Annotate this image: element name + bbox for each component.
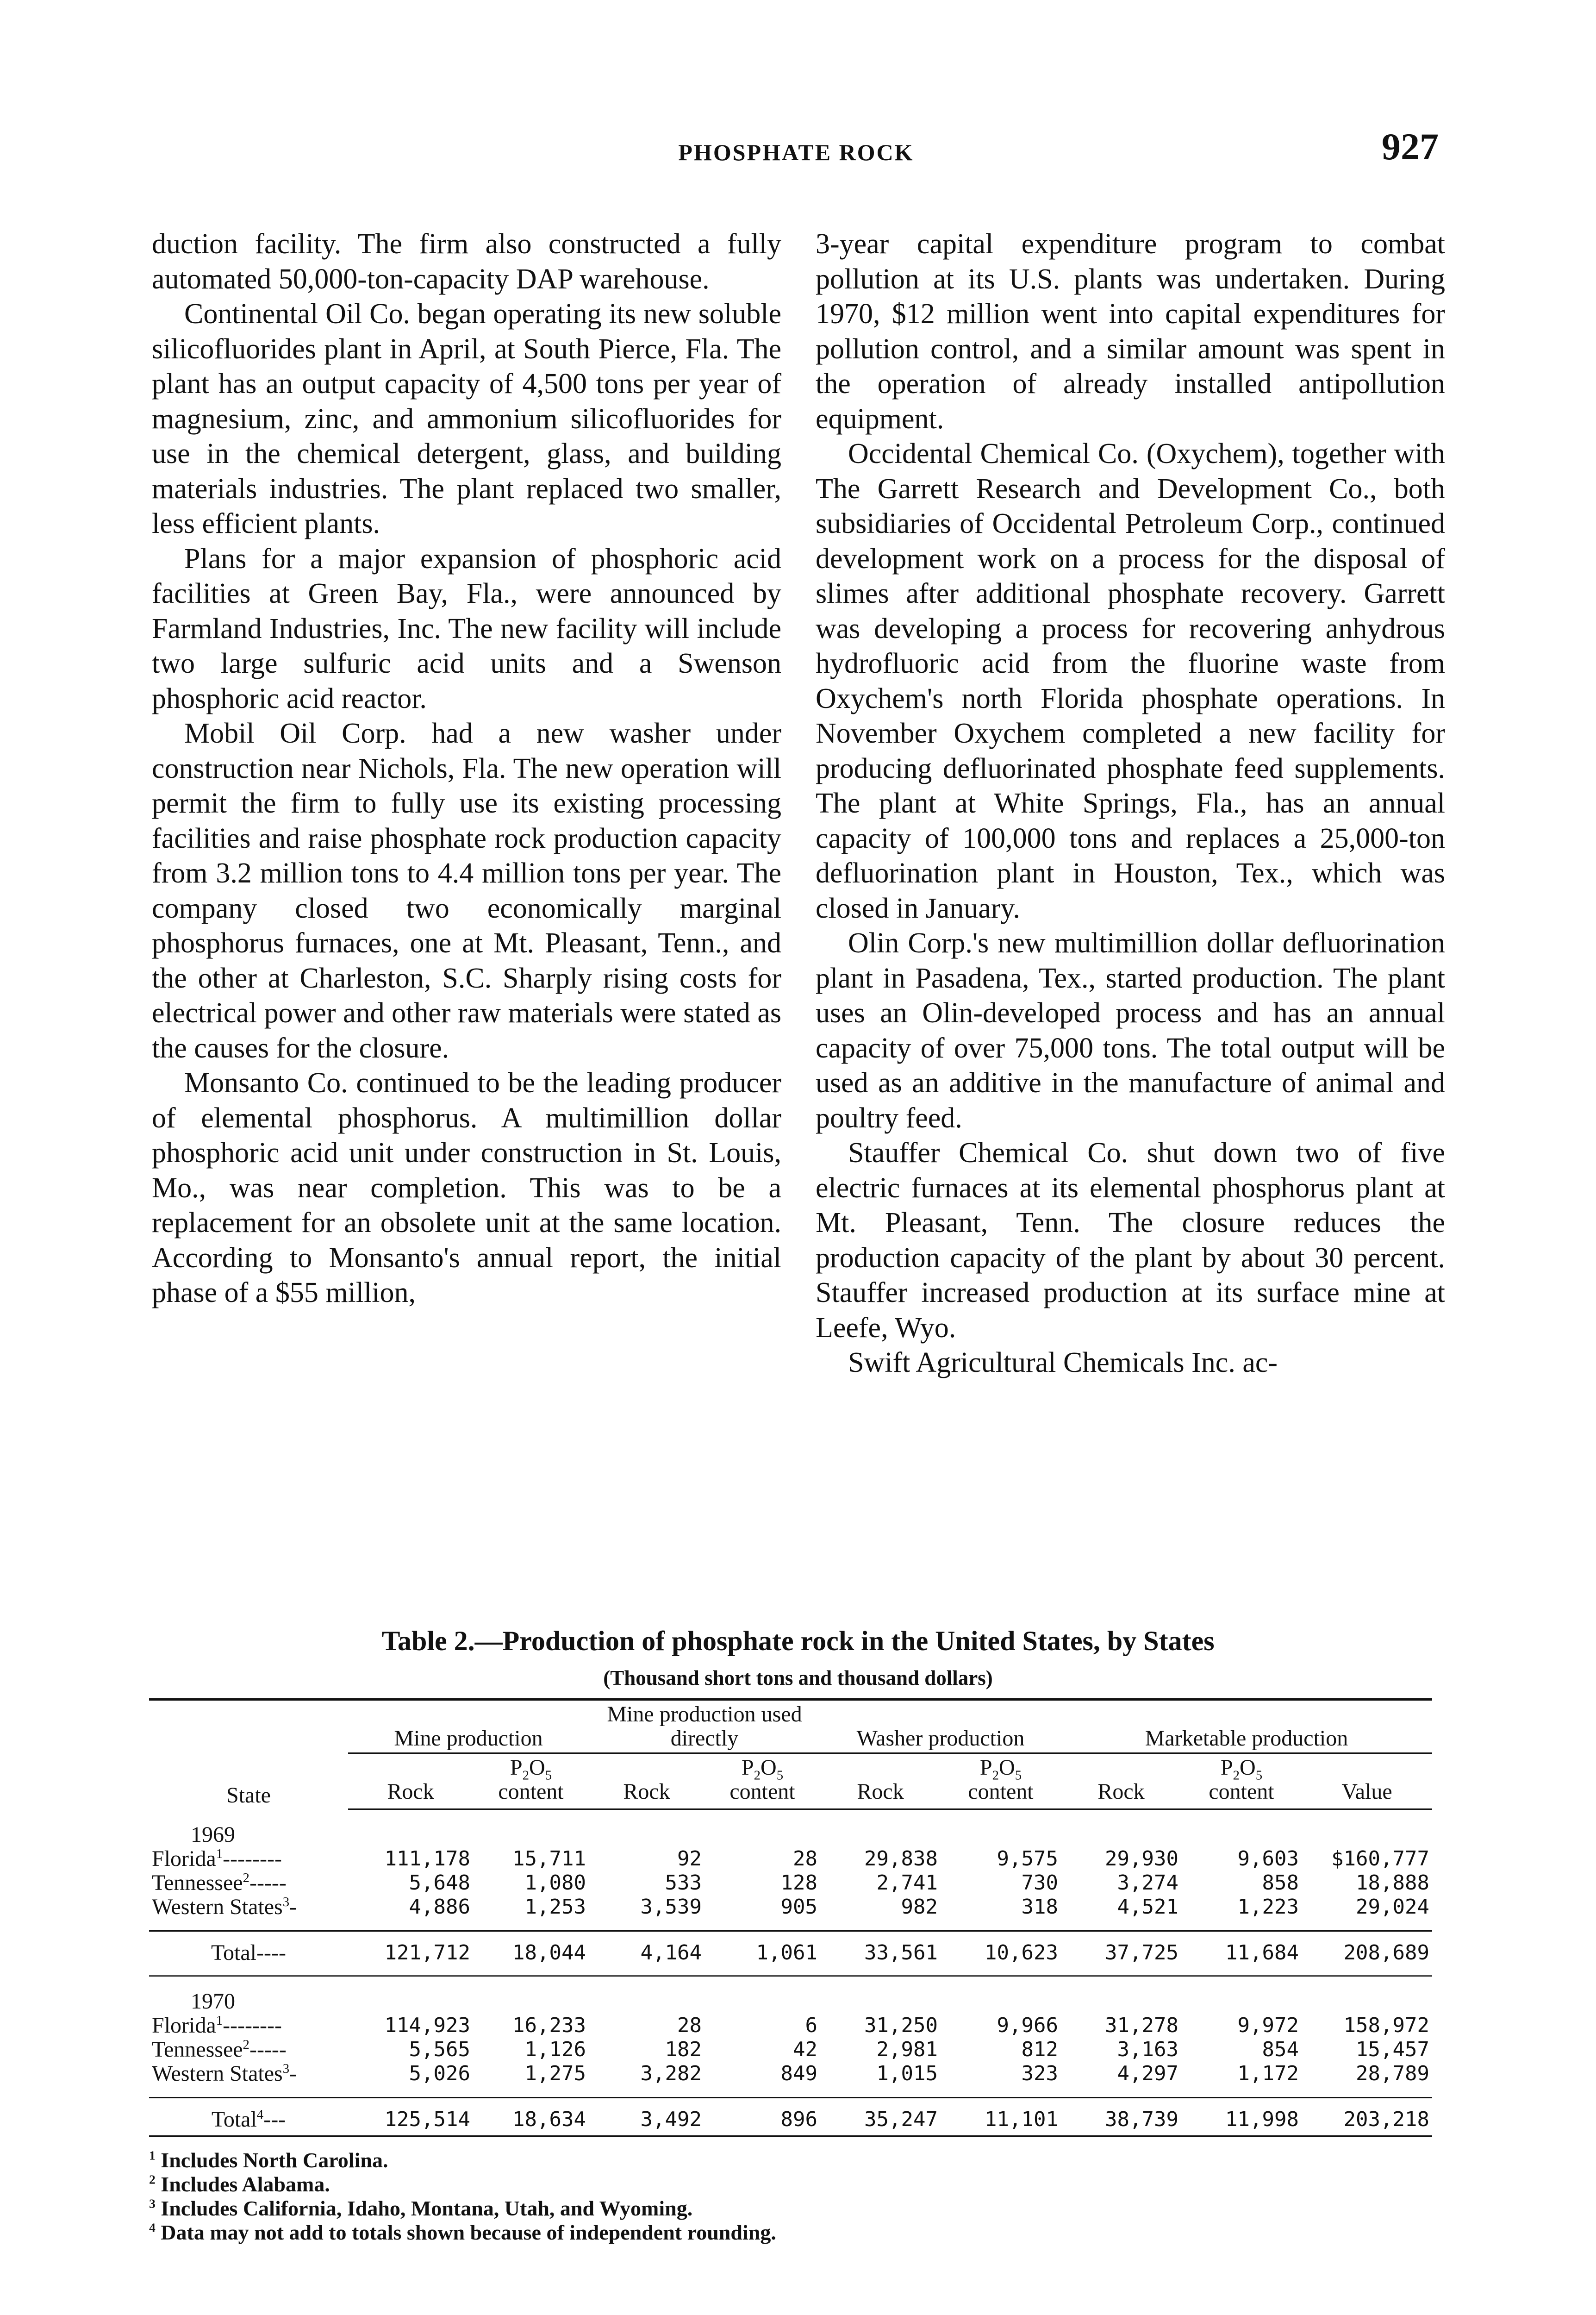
table-cell: 2,741 bbox=[876, 1871, 938, 1895]
table-cell: 5,648 bbox=[409, 1871, 470, 1895]
table-cell: 128 bbox=[780, 1871, 817, 1895]
table-cell: 18,888 bbox=[1356, 1871, 1429, 1895]
p2o5-header: $P_2O_5$ content bbox=[473, 1753, 589, 1809]
table-cell: 1,253 bbox=[524, 1895, 586, 1919]
total-row bbox=[149, 1931, 1432, 1969]
total-cell: 37,725 bbox=[1061, 1931, 1181, 1969]
table-cell: 15,711 bbox=[512, 1847, 586, 1871]
p2o5-header: $P_2O_5$ content bbox=[704, 1753, 820, 1809]
table-cell: 29,838 bbox=[864, 1847, 938, 1871]
table-cell: 730 bbox=[1021, 1871, 1058, 1895]
table-cell: 3,274 bbox=[1117, 1871, 1178, 1895]
table-cell: 28,789 bbox=[1356, 2062, 1429, 2085]
table-cell: 1,275 bbox=[524, 2062, 586, 2085]
table-cell: 1,080 bbox=[524, 1871, 586, 1895]
table-cell: 42 bbox=[793, 2038, 817, 2061]
state-cell: Western States$^3$- bbox=[152, 2061, 297, 2086]
total-cell: 1,061 bbox=[704, 1931, 820, 1969]
table-cell: 849 bbox=[780, 2062, 817, 2085]
table-cell: 182 bbox=[665, 2038, 702, 2061]
table-cell: 4,297 bbox=[1117, 2062, 1178, 2085]
total-label: Total$^4$--- bbox=[149, 2098, 348, 2136]
total-cell: 3,492 bbox=[589, 2098, 704, 2136]
table-cell: 9,972 bbox=[1237, 2014, 1299, 2037]
total-cell: 203,218 bbox=[1302, 2098, 1432, 2136]
table-cell: 3,539 bbox=[640, 1895, 702, 1919]
table-cell: 4,521 bbox=[1117, 1895, 1178, 1919]
year-label: 1969 bbox=[191, 1822, 235, 1847]
table-cell: 9,603 bbox=[1237, 1847, 1299, 1871]
state-cell: Western States$^3$- bbox=[152, 1895, 297, 1919]
table-cell: 1,015 bbox=[876, 2062, 938, 2085]
total-cell: 125,514 bbox=[348, 2098, 473, 2136]
state-cell: Florida$^1$-------- bbox=[152, 2013, 282, 2038]
total-row bbox=[149, 2098, 1432, 2136]
group-header-mine-direct: Mine production used directly bbox=[589, 1700, 820, 1753]
table-footnotes bbox=[149, 2148, 1432, 2245]
paragraph: Swift Agricultural Chemicals Inc. ac- bbox=[848, 1347, 1278, 1378]
table-cell: 1,126 bbox=[524, 2038, 586, 2061]
year-row bbox=[149, 1809, 1432, 1847]
page-header bbox=[0, 116, 1596, 190]
left-column bbox=[152, 227, 781, 1311]
value-header: Value bbox=[1302, 1753, 1432, 1809]
table-cell: 1,172 bbox=[1237, 2062, 1299, 2085]
total-cell: 18,634 bbox=[473, 2098, 589, 2136]
table-cell: 31,250 bbox=[864, 2014, 938, 2037]
table-cell: 858 bbox=[1262, 1871, 1299, 1895]
table-cell: 318 bbox=[1021, 1895, 1058, 1919]
table-cell: 5,565 bbox=[409, 2038, 470, 2061]
paragraph: Stauffer Chemical Co. shut down two of five electric furnaces at its elemental phosphorus plant at Mt. Pleasant, Tenn. The closure reduces the production capacity of the plant by about 30 percent. Stauffer increased production at its surface mine at Leefe, Wyo. bbox=[816, 1137, 1445, 1344]
footnote: $^2$ Includes Alabama. bbox=[149, 2172, 330, 2196]
table-row bbox=[149, 1847, 1432, 1871]
table-cell: 4,886 bbox=[409, 1895, 470, 1919]
table-body bbox=[149, 1809, 1432, 2136]
total-cell: 11,998 bbox=[1181, 2098, 1302, 2136]
total-cell: 896 bbox=[704, 2098, 820, 2136]
table-cell: 28 bbox=[793, 1847, 817, 1871]
table-row bbox=[149, 2062, 1432, 2086]
table-cell: 2,981 bbox=[876, 2038, 938, 2061]
table-cell: 982 bbox=[901, 1895, 938, 1919]
table-cell: 533 bbox=[665, 1871, 702, 1895]
group-header-washer: Washer production bbox=[820, 1700, 1061, 1753]
total-cell: 11,101 bbox=[941, 2098, 1061, 2136]
state-cell: Tennessee$^2$----- bbox=[152, 1871, 287, 1895]
table-title: Table 2.—Production of phosphate rock in the United States, by States bbox=[381, 1626, 1215, 1656]
paragraph: Continental Oil Co. began operating its new soluble silicofluorides plant in April, at South Pierce, Fla. The plant has an output capacity of 4,500 tons per year of magnesium, zinc, and ammonium silicofluorides for use in the chemical detergent, glass, and building materials industries. The plant replaced two smaller, less efficient plants. bbox=[152, 298, 781, 539]
rock-header: Rock bbox=[589, 1753, 704, 1809]
paragraph: Olin Corp.'s new multimillion dollar defluorination plant in Pasadena, Tex., started production. The plant uses an Olin-developed process and has an annual capacity of over 75,000 tons. The total output will be used as an additive in the manufacture of animal and poultry feed. bbox=[816, 927, 1445, 1134]
total-cell: 4,164 bbox=[589, 1931, 704, 1969]
table-cell: $160,777 bbox=[1331, 1847, 1429, 1871]
p2o5-header: $P_2O_5$ content bbox=[1181, 1753, 1302, 1809]
rock-header: Rock bbox=[820, 1753, 941, 1809]
state-cell: Tennessee$^2$----- bbox=[152, 2037, 287, 2062]
group-header-mine: Mine production bbox=[348, 1700, 589, 1753]
year-label: 1970 bbox=[191, 1989, 235, 2014]
paragraph: Monsanto Co. continued to be the leading producer of elemental phosphorus. A multimillion dollar phosphoric acid unit under construction in St. Louis, Mo., was near completion. This was to be a replacement for an obsolete unit at the same location. According to Monsanto's annual report, the initial phase of a $55 million, bbox=[152, 1067, 781, 1308]
state-cell: Florida$^1$-------- bbox=[152, 1846, 282, 1871]
table-row bbox=[149, 2038, 1432, 2062]
table-cell: 6 bbox=[805, 2014, 817, 2037]
page-number: 927 bbox=[1382, 125, 1439, 168]
table-row bbox=[149, 1895, 1432, 1919]
p2o5-header: $P_2O_5$ content bbox=[941, 1753, 1061, 1809]
total-cell: 38,739 bbox=[1061, 2098, 1181, 2136]
table-cell: 29,024 bbox=[1356, 1895, 1429, 1919]
rock-header: Rock bbox=[1061, 1753, 1181, 1809]
paragraph: 3-year capital expenditure program to combat pollution at its U.S. plants was undertaken. During 1970, $12 million went into capital expenditures for pollution control, and a similar amount was spent in the operation of already installed antipollution equipment. bbox=[816, 228, 1445, 435]
paragraph: Plans for a major expansion of phosphoric acid facilities at Green Bay, Fla., were announced by Farmland Industries, Inc. The new facility will include two large sulfuric acid units and a Swenson phosphoric acid reactor. bbox=[152, 543, 781, 714]
table-cell: 16,233 bbox=[512, 2014, 586, 2037]
footnote: $^3$ Includes California, Idaho, Montana, Utah, and Wyoming. bbox=[149, 2196, 693, 2220]
total-cell: 18,044 bbox=[473, 1931, 589, 1969]
table-row bbox=[149, 2014, 1432, 2038]
footnote: $^4$ Data may not add to totals shown because of independent rounding. bbox=[149, 2220, 776, 2244]
table-header-row bbox=[149, 1700, 1432, 1753]
table-cell: 31,278 bbox=[1105, 2014, 1178, 2037]
total-cell: 10,623 bbox=[941, 1931, 1061, 1969]
table-cell: 9,575 bbox=[997, 1847, 1058, 1871]
table-cell: 1,223 bbox=[1237, 1895, 1299, 1919]
footnote: $^1$ Includes North Carolina. bbox=[149, 2148, 388, 2172]
total-cell: 208,689 bbox=[1302, 1931, 1432, 1969]
running-head: PHOSPHATE ROCK bbox=[678, 139, 914, 165]
table-cell: 28 bbox=[677, 2014, 702, 2037]
total-cell: 121,712 bbox=[348, 1931, 473, 1969]
total-cell: 11,684 bbox=[1181, 1931, 1302, 1969]
paragraph: Mobil Oil Corp. had a new washer under construction near Nichols, Fla. The new operation will permit the firm to fully use its existing processing facilities and raise phosphate rock production capacity from 3.2 million tons to 4.4 million tons per year. The company closed two economically marginal phosphorus furnaces, one at Mt. Pleasant, Tenn., and the other at Charleston, S.C. Sharply rising costs for electrical power and other raw materials were stated as the causes for the closure. bbox=[152, 718, 781, 1064]
table-cell: 9,966 bbox=[997, 2014, 1058, 2037]
total-cell: 35,247 bbox=[820, 2098, 941, 2136]
production-table bbox=[149, 1698, 1432, 2137]
table-cell: 114,923 bbox=[384, 2014, 470, 2037]
table-subtitle: (Thousand short tons and thousand dollars) bbox=[603, 1666, 993, 1689]
table-cell: 812 bbox=[1021, 2038, 1058, 2061]
table-cell: 854 bbox=[1262, 2038, 1299, 2061]
table-cell: 15,457 bbox=[1356, 2038, 1429, 2061]
paragraph: Occidental Chemical Co. (Oxychem), together with The Garrett Research and Development Co., both subsidiaries of Occidental Petroleum Corp., continued development work on a process for the disposal of slimes after additional phosphate recovery. Garrett was developing a process for recovering anhydrous hydrofluoric acid from the fluorine waste from Oxychem's north Florida phosphate operations. In November Oxychem completed a new facility for producing defluorinated phosphate feed supplements. The plant at White Springs, Fla., has an annual capacity of 100,000 tons and replaces a 25,000-ton defluorination plant in Houston, Tex., which was closed in January. bbox=[816, 438, 1445, 924]
table-cell: 158,972 bbox=[1343, 2014, 1429, 2037]
year-row bbox=[149, 1976, 1432, 2014]
table-cell: 29,930 bbox=[1105, 1847, 1178, 1871]
table-cell: 111,178 bbox=[384, 1847, 470, 1871]
right-column bbox=[816, 227, 1445, 1381]
table-cell: 3,163 bbox=[1117, 2038, 1178, 2061]
table-row bbox=[149, 1871, 1432, 1895]
state-header: State bbox=[149, 1700, 348, 1809]
total-cell: 33,561 bbox=[820, 1931, 941, 1969]
paragraph: duction facility. The firm also constructed a fully automated 50,000-ton-capacity DAP warehouse. bbox=[152, 228, 781, 295]
table-cell: 5,026 bbox=[409, 2062, 470, 2085]
table-cell: 323 bbox=[1021, 2062, 1058, 2085]
table-cell: 92 bbox=[677, 1847, 702, 1871]
table-cell: 905 bbox=[780, 1895, 817, 1919]
rock-header: Rock bbox=[348, 1753, 473, 1809]
group-header-marketable: Marketable production bbox=[1061, 1700, 1432, 1753]
total-label: Total---- bbox=[149, 1931, 348, 1969]
table-cell: 3,282 bbox=[640, 2062, 702, 2085]
